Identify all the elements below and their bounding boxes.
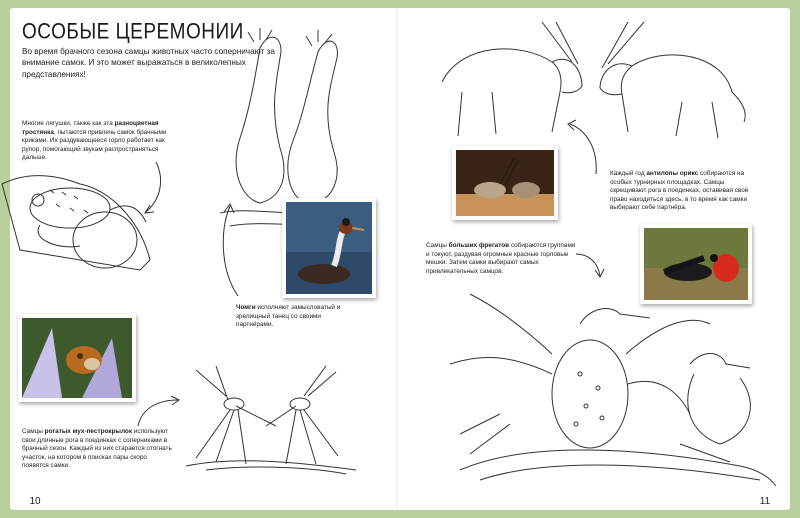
intro-text: Во время брачного сезона самцы животных часто соперничают за внимание самок. И это может выражаться в великолепных представлениях! — [22, 47, 275, 79]
frog-sketch — [0, 170, 160, 280]
frigate-caption: Самцы больших фрегатов собираются группами и токуют, раздувая огромные красные горловые мешки. Затем самки выбирают самых привлекательных самцов. — [426, 242, 576, 275]
curved-arrow-icon — [134, 394, 184, 430]
curved-arrow-icon — [562, 118, 602, 178]
oryx-image — [456, 150, 554, 216]
gnat-sketch — [176, 366, 366, 476]
curved-arrow-icon — [572, 250, 608, 280]
page-number-left: 10 — [24, 495, 46, 509]
frigate-image — [644, 228, 748, 300]
frigatebird-sketch — [440, 294, 780, 488]
frog-caption: Многие лягушки, также как эта разноцветная тростянка, пытаются привлечь самок брачными криками. Их раздувающееся горло работает как рупор, помогающий звукам распространяться дальше. — [22, 120, 167, 162]
grebe-image — [286, 202, 372, 294]
book-spine — [396, 8, 398, 510]
frigate-photo — [640, 224, 752, 304]
frog-photo — [18, 314, 136, 402]
page-number-right: 11 — [754, 495, 776, 509]
gnat-caption: Самцы рогатых мух-пестрокрылок используют свои длинные рога в поединках с соперниками в брачный сезон. Каждый из них старается отогнать участок, на котором в поисках пары скоро появятся самки. — [22, 428, 172, 470]
grebe-caption: Чомги исполняют замысловатый и зрелищный танец со своими партнёрами. — [236, 304, 341, 329]
frog-image — [22, 318, 132, 398]
page-title: ОСОБЫЕ ЦЕРЕМОНИИ — [22, 20, 244, 45]
curved-arrow-icon — [216, 200, 246, 300]
oryx-caption: Каждый год антилопы орикс собираются на особых турнирных площадках. Самцы скрещивают рога в поединках, оставивая своё право находиться здесь, в то время как самки выбирают себе партнёра. — [610, 170, 749, 212]
grebe-photo — [282, 198, 376, 298]
oryx-photo — [452, 146, 558, 220]
